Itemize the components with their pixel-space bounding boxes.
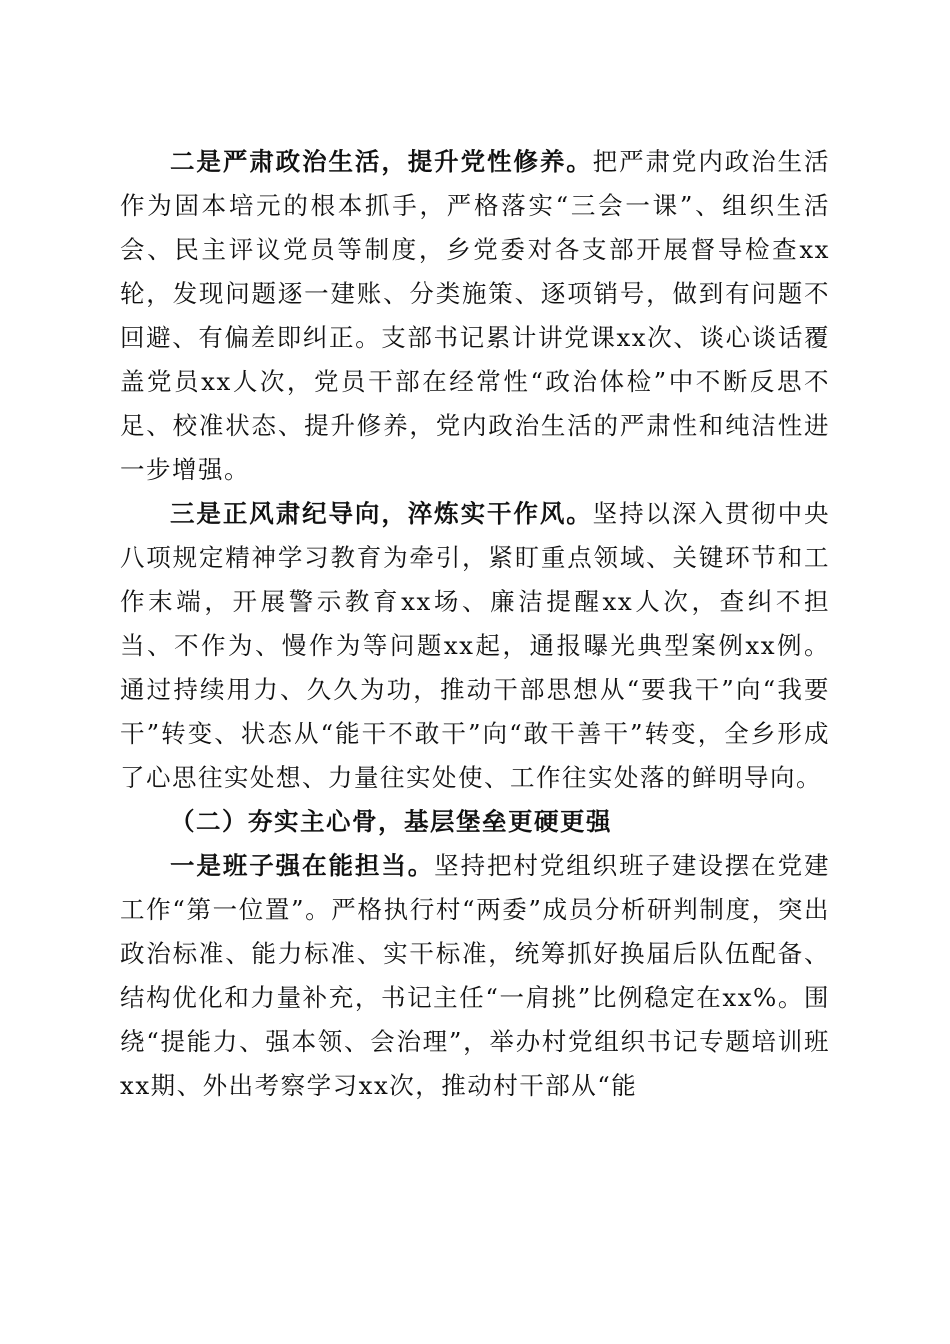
paragraph-body: 坚持以深入贯彻中央八项规定精神学习教育为牵引，紧盯重点领域、关键环节和工作末端，开展警示教育xx场、廉洁提醒xx人次，查纠不担当、不作为、慢作为等问题xx起，通报曝光典型案例xx例。通过持续用力、久久为功，推动干部思想从“要我干”向“我要干”转变、状态从“能干不敢干”向“敢干善干”转变，全乡形成了心思往实处想、力量往实处使、工作往实处落的鲜明导向。 xyxy=(120,499,831,792)
paragraph-political-life xyxy=(120,140,830,492)
paragraph-body: 坚持把村党组织班子建设摆在党建工作“第一位置”。严格执行村“两委”成员分析研判制度，突出政治标准、能力标准、实干标准，统筹抓好换届后队伍配备、结构优化和力量补充，书记主任“一肩挑”比例稳定在xx%。围绕“提能力、强本领、会治理”，举办村党组织书记专题培训班xx期、外出考察学习xx次，推动村干部从“能 xyxy=(120,851,831,1100)
paragraph-lead: 一是班子强在能担当。 xyxy=(170,851,435,880)
paragraph-lead: 三是正风肃纪导向，淬炼实干作风。 xyxy=(170,499,593,528)
section-heading: （二）夯实主心骨，基层堡垒更硬更强 xyxy=(170,807,612,836)
paragraph-lead: 二是严肃政治生活，提升党性修养。 xyxy=(170,147,593,176)
paragraph-discipline xyxy=(120,492,830,800)
paragraph-body: 把严肃党内政治生活作为固本培元的根本抓手，严格落实“三会一课”、组织生活会、民主评议党员等制度，乡党委对各支部开展督导检查xx轮，发现问题逐一建账、分类施策、逐项销号，做到有问题不回避、有偏差即纠正。支部书记累计讲党课xx次、谈心谈话覆盖党员xx人次，党员干部在经常性“政治体检”中不断反思不足、校准状态、提升修养，党内政治生活的严肃性和纯洁性进一步增强。 xyxy=(120,147,831,484)
paragraph-leadership xyxy=(120,844,830,1108)
